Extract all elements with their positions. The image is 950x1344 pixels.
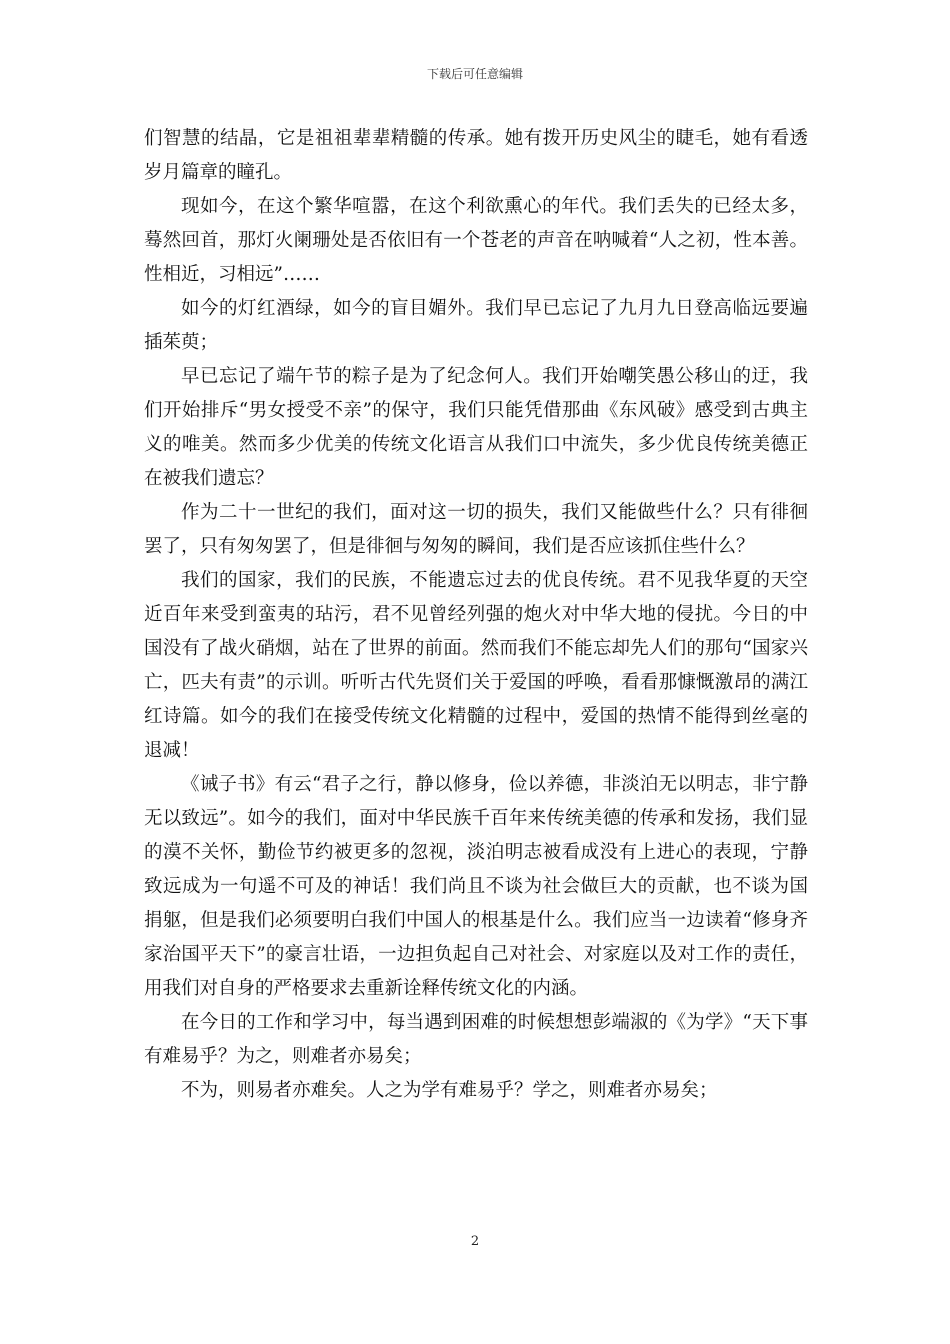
- paragraph-9: 不为，则易者亦难矣。人之为学有难易乎？学之，则难者亦易矣；: [181, 1080, 718, 1101]
- paragraph-8: 在今日的工作和学习中，每当遇到困难的时候想想彭端淑的《为学》“天下事有难易乎？为之，则难者亦易矣；: [144, 1012, 808, 1067]
- document-body: [144, 122, 808, 1108]
- paragraph-4: 早已忘记了端午节的粽子是为了纪念何人。我们开始嘲笑愚公移山的迂，我们开始排斥“男女授受不亲”的保守，我们只能凭借那曲《东风破》感受到古典主义的唯美。然而多少优美的传统文化语言从我们口中流失，多少优良传统美德正在被我们遗忘？: [144, 366, 808, 489]
- paragraph-2: 现如今，在这个繁华喧嚣，在这个利欲熏心的年代。我们丢失的已经太多，蓦然回首，那灯火阑珊处是否依旧有一个苍老的声音在呐喊着“人之初，性本善。性相近，习相远”……: [144, 196, 808, 285]
- paragraph-1: 们智慧的结晶，它是祖祖辈辈精髓的传承。她有拨开历史风尘的睫毛，她有看透岁月篇章的瞳孔。: [144, 128, 808, 183]
- page-header: 下载后可任意编辑: [426, 67, 523, 81]
- page-number: 2: [470, 1234, 480, 1249]
- paragraph-7: 《诫子书》有云“君子之行，静以修身，俭以养德，非淡泊无以明志，非宁静无以致远”。如今的我们，面对中华民族千百年来传统美德的传承和发扬，我们显的漠不关怀，勤俭节约被更多的忽视，淡泊明志被看成没有上进心的表现，宁静致远成为一句遥不可及的神话！我们尚且不谈为社会做巨大的贡献，也不谈为国捐躯，但是我们必须要明白我们中国人的根基是什么。我们应当一边读着“修身齐家治国平天下”的豪言壮语，一边担负起自己对社会、对家庭以及对工作的责任，用我们对自身的严格要求去重新诠释传统文化的内涵。: [144, 774, 808, 999]
- paragraph-5: 作为二十一世纪的我们，面对这一切的损失，我们又能做些什么？只有徘徊罢了，只有匆匆罢了，但是徘徊与匆匆的瞬间，我们是否应该抓住些什么？: [144, 502, 808, 557]
- paragraph-6: 我们的国家，我们的民族，不能遗忘过去的优良传统。君不见我华夏的天空近百年来受到蛮夷的玷污，君不见曾经列强的炮火对中华大地的侵扰。今日的中国没有了战火硝烟，站在了世界的前面。然而我们不能忘却先人们的那句“国家兴亡，匹夫有责”的示训。听听古代先贤们关于爱国的呼唤，看看那慷慨激昂的满江红诗篇。如今的我们在接受传统文化精髓的过程中，爱国的热情不能得到丝毫的退减！: [144, 570, 808, 761]
- paragraph-3: 如今的灯红酒绿，如今的盲目媚外。我们早已忘记了九月九日登高临远要遍插茱萸；: [144, 298, 808, 353]
